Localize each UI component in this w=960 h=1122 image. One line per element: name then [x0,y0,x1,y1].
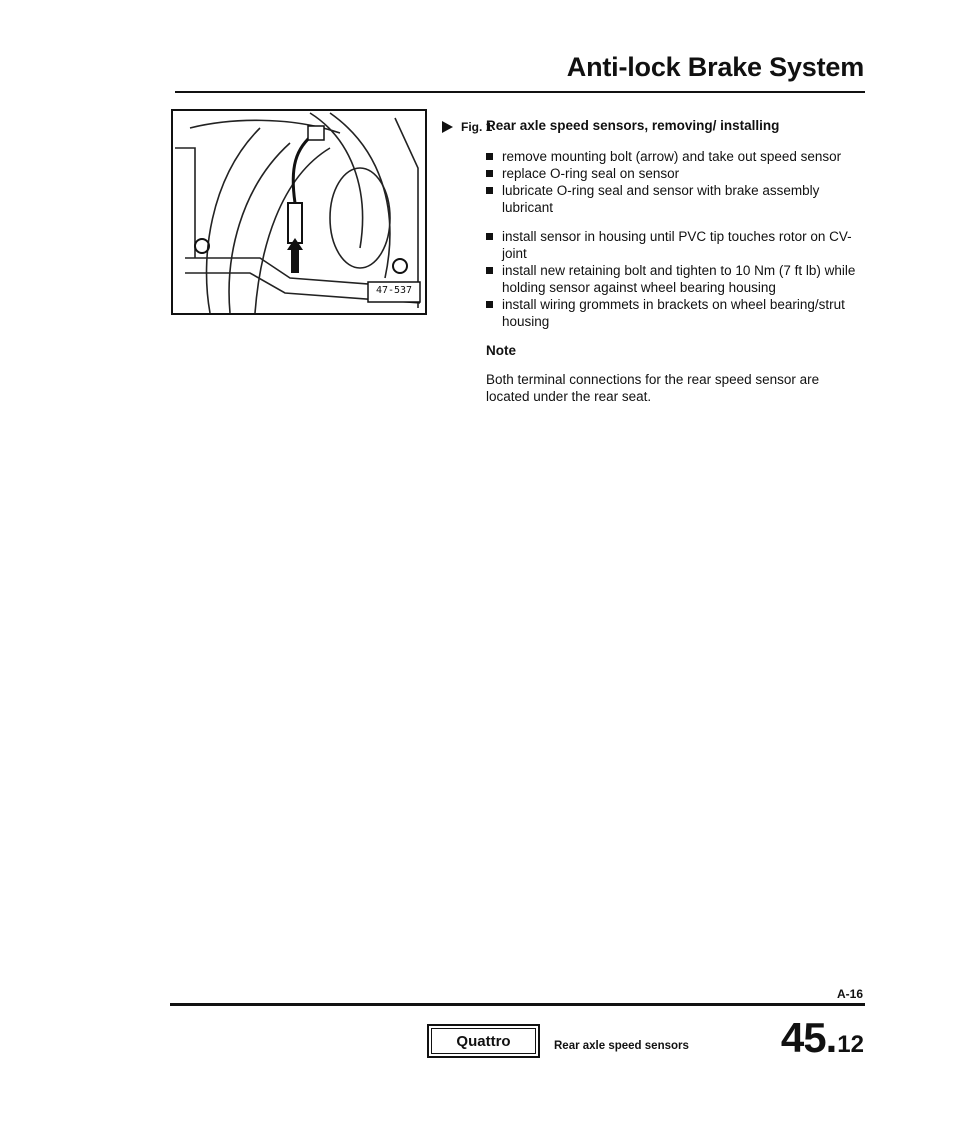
list-item: install new retaining bolt and tighten to 10 Nm (7 ft lb) while holding sensor against wheel bearing housing [486,262,866,296]
page-number [781,1014,864,1062]
plate-id-label: 47-537 [375,285,413,296]
steps-list-2 [486,228,866,330]
list-item: install wiring grommets in brackets on wheel bearing/strut housing [486,296,866,330]
note-text: Both terminal connections for the rear speed sensor are located under the rear seat. [486,372,820,404]
list-item: remove mounting bolt (arrow) and take out speed sensor [486,148,866,165]
list-item: lubricate O-ring seal and sensor with brake assembly lubricant [486,182,866,216]
list-item: replace O-ring seal on sensor [486,165,866,182]
main-content [486,117,866,405]
page-title: Anti-lock Brake System [566,52,864,82]
section-title: Rear axle speed sensors, removing/ installing [486,118,780,133]
footer-section-label: Rear axle speed sensors [554,1040,689,1052]
page-code: A-16 [836,987,863,1001]
header-rule [175,91,865,93]
page-number-major: 45 [780,1014,826,1061]
list-item: install sensor in housing until PVC tip touches rotor on CV-joint [486,228,866,262]
model-badge [427,1024,540,1058]
triangle-pointer-icon [442,121,453,133]
note-title: Note [486,343,516,358]
footer-rule [170,1003,865,1006]
model-label: Quattro [456,1032,511,1050]
figure-reference [442,120,492,134]
figure-illustration [170,108,428,316]
page-number-minor: 12 [837,1031,864,1058]
page-number-dot: . [825,1014,838,1061]
sensor-body [288,203,302,243]
grommet [308,126,324,140]
figure-label: Fig. 1 [461,120,493,134]
steps-list-1 [486,148,866,216]
